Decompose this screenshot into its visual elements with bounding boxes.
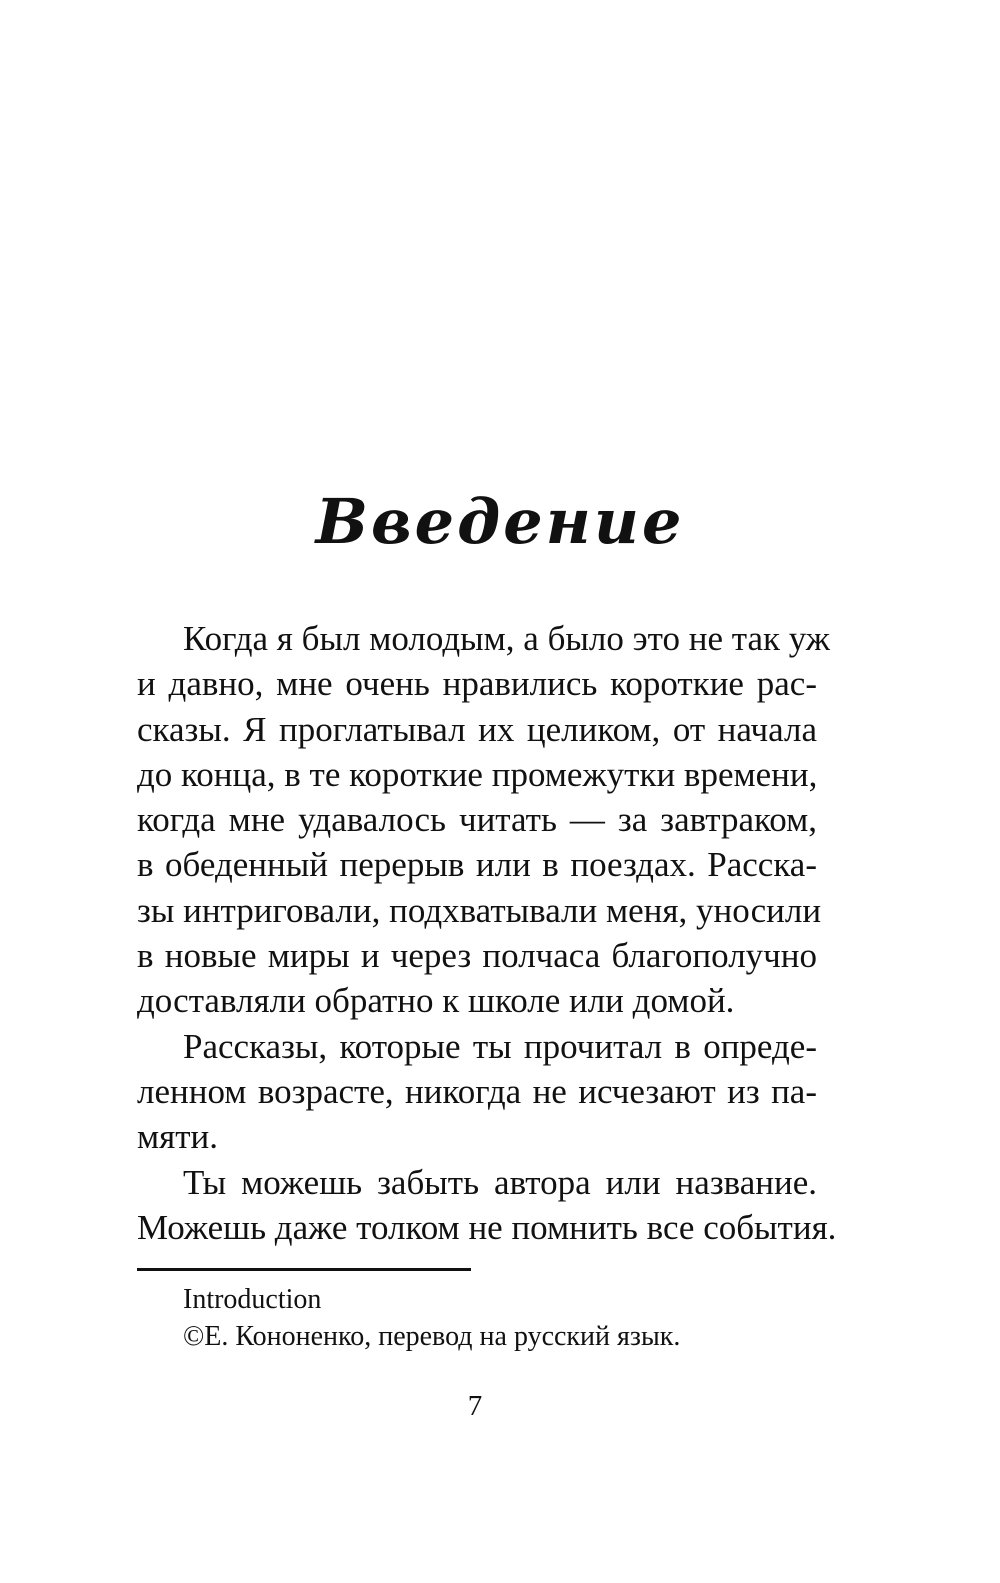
- text-line: Когда я был молодым, а было это не так уж: [183, 619, 830, 658]
- text-line: зы интриговали, подхватывали меня, уносили: [137, 890, 822, 930]
- text-line: доставляли обратно к школе или домой.: [137, 981, 735, 1021]
- page-number: 7: [467, 1390, 483, 1422]
- text-line: сказы. Я проглатывал их целиком, от начала: [137, 709, 817, 749]
- paragraph-2: [137, 1024, 817, 1160]
- text-line: Рассказы, которые ты прочитал в опреде-: [183, 1026, 817, 1066]
- footnote: [183, 1281, 680, 1355]
- text-line: когда мне удавалось читать — за завтраком,: [137, 800, 817, 840]
- text-line: мяти.: [137, 1117, 219, 1157]
- text-line: до конца, в те короткие промежутки времени,: [137, 754, 818, 794]
- footnote-original-title: Introduction: [183, 1284, 322, 1315]
- paragraph-3: [137, 1160, 837, 1251]
- text-line: ленном возрасте, никогда не исчезают из па-: [137, 1071, 817, 1111]
- footnote-divider: [137, 1268, 471, 1271]
- text-line: в обеденный перерыв или в поездах. Расска-: [137, 845, 817, 885]
- text-line: Ты можешь забыть автора или название.: [183, 1162, 817, 1202]
- text-line: Можешь даже толком не помнить все события.: [137, 1207, 837, 1247]
- text-line: и давно, мне очень нравились короткие рас-: [137, 664, 817, 704]
- text-line: в новые миры и через полчаса благополучно: [137, 936, 817, 976]
- paragraph-1: [137, 616, 830, 1024]
- chapter-title: Введение: [315, 485, 685, 558]
- body-text: [137, 616, 837, 1250]
- footnote-copyright: ©Е. Кононенко, перевод на русский язык.: [183, 1321, 681, 1352]
